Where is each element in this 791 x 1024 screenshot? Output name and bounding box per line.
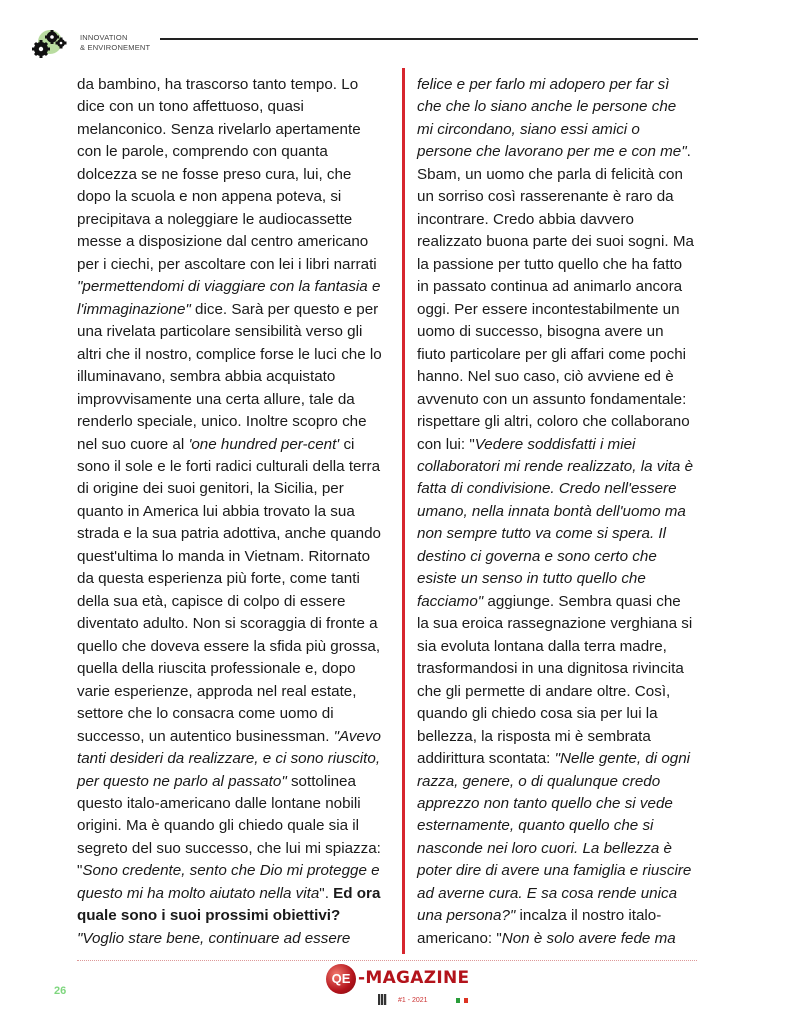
body-text: dice con un tono affettuoso, quasi [77,98,304,116]
body-text: ". [319,884,334,902]
text-line [77,119,361,141]
body-text: da questa esperienza più forte, come tanti [77,570,360,588]
text-line [77,883,380,905]
quote-text: questo mi ha molto aiutato nella vita [77,884,320,902]
quote-text: mi circondano, siano essi amici o [417,120,640,138]
text-line [77,456,380,478]
text-line [417,815,653,837]
quote-text: razza, genere, o di qualunque credo [417,772,661,790]
text-line [77,411,367,433]
text-line [417,321,664,343]
text-line [417,96,676,118]
text-line [77,141,328,163]
quote-text: collaboratori mi rende realizzato, la vita è [417,457,694,475]
body-text: incontrare. Credo abbia davvero [417,210,634,228]
text-line [77,209,352,231]
body-text: per i ciechi, per ascoltare con lei i libri narrati [77,255,377,273]
body-text: che gli permette di andare oltre. Così, [417,682,671,700]
text-line [417,591,681,613]
quote-text: una persona?" [417,907,516,925]
body-text: renderlo speciale, unico. Inoltre scopro che [77,413,367,431]
text-line [77,546,370,568]
text-line [77,568,360,590]
text-line [77,748,380,770]
text-line [417,456,693,478]
text-line [77,186,341,208]
body-text: avvenuto con un assunto fondamentale: [417,390,687,408]
qr-code-icon [378,994,387,1005]
body-text: dolcezza se ne fosse preso cura, lui, che [77,165,352,183]
body-text: settore che lo consacra come uomo di [77,705,334,723]
text-line [417,74,669,96]
body-text: della sua età, capisce di colpo di essere [77,592,346,610]
bold-question: Ed ora [333,884,381,902]
text-line [417,838,672,860]
quote-text: umano, nella innata bontà dell'uomo ma [417,502,686,520]
quote-text: non sempre tutto va come si spera. Il [417,525,667,543]
bold-question: quale sono i suoi prossimi obiettivi? [77,907,341,925]
text-line [417,928,676,950]
right-column [417,74,707,950]
body-text: rispettare gli altri, coloro che collaborano [417,413,690,431]
text-line [77,771,356,793]
body-text: con le parole, comprendo con quanta [77,143,328,161]
text-line [417,389,686,411]
text-line [417,366,674,388]
quote-text: poter dire di avere una famiglia e riuscire [417,862,692,880]
body-text: americano: " [417,929,502,947]
body-text: altri che il nostro, complice forse le luci che lo [77,345,382,363]
quote-text: apprezzo non tanto quello che si vede [417,795,673,812]
text-line [417,344,686,366]
text-line [77,164,351,186]
italian-flag-icon [456,998,468,1003]
text-line [77,703,334,725]
text-line [77,254,377,276]
quote-text: 'one hundred per-cent' [188,435,340,453]
text-line [77,838,381,860]
body-text: sia evoluta lontana dalla terra madre, [417,637,667,655]
body-text: oggi. Per essere incontestabilmente un [417,300,680,318]
text-line [77,905,340,927]
text-line [417,231,694,253]
text-line [77,726,381,748]
text-line [77,613,378,635]
body-text: realizzato buona parte dei suoi sogni. Ma [417,233,694,251]
quote-text: destino ci governa e sono certo che [417,547,657,565]
text-line [77,860,380,882]
body-text: la passione per tutto quello che ha fatto [417,255,683,273]
quote-text: esiste un senso in tutto quello che [417,570,646,588]
text-line [77,231,368,253]
section-label [80,33,150,53]
quote-text: Non è solo avere fede ma [501,929,676,947]
quote-text: "permettendomi di viaggiare con la fantasia e [77,278,381,296]
quote-text: "Voglio stare bene, continuare ad essere [77,929,351,947]
body-text: " [77,862,83,880]
logo-ball: QE [326,964,356,994]
left-column [77,74,395,950]
body-text: strada e la sua patria adottiva, anche quando [77,525,381,543]
text-line [417,186,674,208]
text-line [417,478,677,500]
quote-text: ad averne cura. E sa cosa rende unica [417,884,678,902]
text-line [417,568,646,590]
footer-rule [77,960,697,961]
body-text: successo, un autentico businessman. [77,727,334,745]
page-number: 26 [54,985,67,997]
quote-text: nasconde nei loro cuori. La bellezza è [417,839,672,857]
text-line [417,658,684,680]
text-line [77,299,378,321]
text-line [77,523,381,545]
text-line [77,366,335,388]
body-text: quando gli chiedo cosa sia per lui la [417,705,658,723]
text-line [417,860,691,882]
logo-name: -MAGAZINE [358,968,470,988]
text-line [77,681,356,703]
quote-text: persone che lavorano per me e con me" [417,143,687,161]
text-line [417,501,686,523]
body-text: precipitava a noleggiare le audiocassette [77,210,353,228]
body-text: diventato adulto. Non si scoraggia di fronte a [77,615,378,633]
text-line [417,254,682,276]
text-line [77,591,345,613]
issue-number: #1 - 2021 [398,997,428,1004]
body-text: Sbam, un uomo che parla di felicità con [417,165,683,183]
body-text: dice. Sarà per questo e per [190,300,379,318]
body-text: nel suo cuore al [77,435,189,453]
text-line [77,321,362,343]
body-text: quest'ultima lo manda in Vietnam. Ritornato [77,547,371,565]
text-line [77,434,354,456]
body-text: improvvisamente una certa allure, tale da [77,390,355,408]
body-text: un sorriso così rasserenante è raro da [417,188,674,206]
text-line [77,815,359,837]
body-text: trasformandosi in una dignitosa rivincita [417,660,684,678]
body-text: aggiunge. Sembra quasi che [483,592,681,610]
body-text: . [686,143,691,161]
section-line-1: INNOVATION [80,33,128,42]
text-line [417,164,683,186]
body-text: messe a disposizione dal centro americano [77,233,369,251]
body-text: quanto in America lui abbia trovato la sua [77,502,355,520]
text-line [417,276,682,298]
body-text: in passato continua ad animarlo ancora [417,278,683,296]
text-line [77,658,356,680]
text-line [417,119,640,141]
text-line [77,96,304,118]
gears-icon [30,26,70,60]
text-line [417,905,661,927]
body-text: origini. Ma è quando gli chiedo quale sia il [77,817,359,835]
body-text: di origine dei suoi genitori, la Sicilia, per [77,480,344,498]
quote-text: per questo ne parlo al passato" [77,772,287,790]
text-line [417,883,677,905]
text-line [77,276,380,298]
text-line [417,141,691,163]
body-text: da bambino, ha trascorso tanto tempo. Lo [77,76,359,93]
quote-text: l'immaginazione" [77,300,191,318]
text-line [417,726,651,748]
text-line [417,546,657,568]
quote-text: esternamente, quanto quello che si [417,817,654,835]
body-text: una rivelata particolare sensibilità verso gli [77,323,363,341]
body-text: illuminavano, sembra abbia acquistato [77,368,336,386]
text-line [417,748,690,770]
text-line [77,478,344,500]
quote-text: facciamo" [417,592,484,610]
body-text: melanconico. Senza rivelarlo apertamente [77,120,361,138]
body-text: bellezza, la risposta mi è sembrata [417,727,651,745]
text-line [417,793,673,815]
quote-text: fatta di condivisione. Credo nell'essere [417,480,677,498]
body-text: questo italo-americano dalle lontane nobili [77,795,361,812]
body-text: segreto del suo successo, che lui mi spiazza: [77,839,381,857]
text-line [77,501,355,523]
header-rule [160,38,698,40]
text-line [417,523,666,545]
text-line [77,389,355,411]
text-line [417,209,634,231]
quote-text: che che lo siano anche le persone che [417,98,677,116]
body-text: quello che doveva essere la sfida più grossa, [77,637,381,655]
quote-text: tanti desideri da realizzare, e ci sono riuscito, [77,750,381,768]
magazine-logo [326,962,476,1012]
section-line-2: & ENVIRONEMENT [80,43,151,52]
body-text: incalza il nostro italo- [515,907,662,925]
text-line [417,636,667,658]
body-text: sono il sole e le forti radici culturali della terra [77,457,381,475]
body-text: varie esperienze, approda nel real estate, [77,682,357,700]
text-line [417,703,658,725]
body-text: fiuto particolare per gli affari come pochi [417,345,687,363]
body-text: ci [339,435,355,453]
body-text: dopo la scuola e non appena poteva, si [77,188,342,206]
quote-text: felice e per farlo mi adopero per far sì [417,76,670,93]
text-line [417,771,660,793]
text-line [77,793,361,815]
text-line [417,411,690,433]
quote-text: Vedere soddisfatti i miei [474,435,636,453]
body-text: con lui: " [417,435,475,453]
body-text: quella della riuscita professionale e, dopo [77,660,356,678]
text-line [417,434,635,456]
text-line [77,74,358,96]
quote-text: "Avevo [333,727,381,745]
body-text: sottolinea [286,772,356,790]
body-text: hanno. Nel suo caso, ciò avviene ed è [417,368,674,386]
text-line [77,636,380,658]
text-line [417,613,692,635]
text-line [77,928,350,950]
text-line [77,344,382,366]
text-line [417,299,680,321]
text-line [417,681,670,703]
column-divider [402,68,405,954]
quote-text: "Nelle gente, di ogni [554,750,691,768]
body-text: addirittura scontata: [417,750,555,768]
quote-text: Sono credente, sento che Dio mi protegge e [82,862,380,880]
body-text: la sua eroica rassegnazione verghiana si [417,615,693,633]
body-text: uomo di successo, bisogna avere un [417,323,664,341]
